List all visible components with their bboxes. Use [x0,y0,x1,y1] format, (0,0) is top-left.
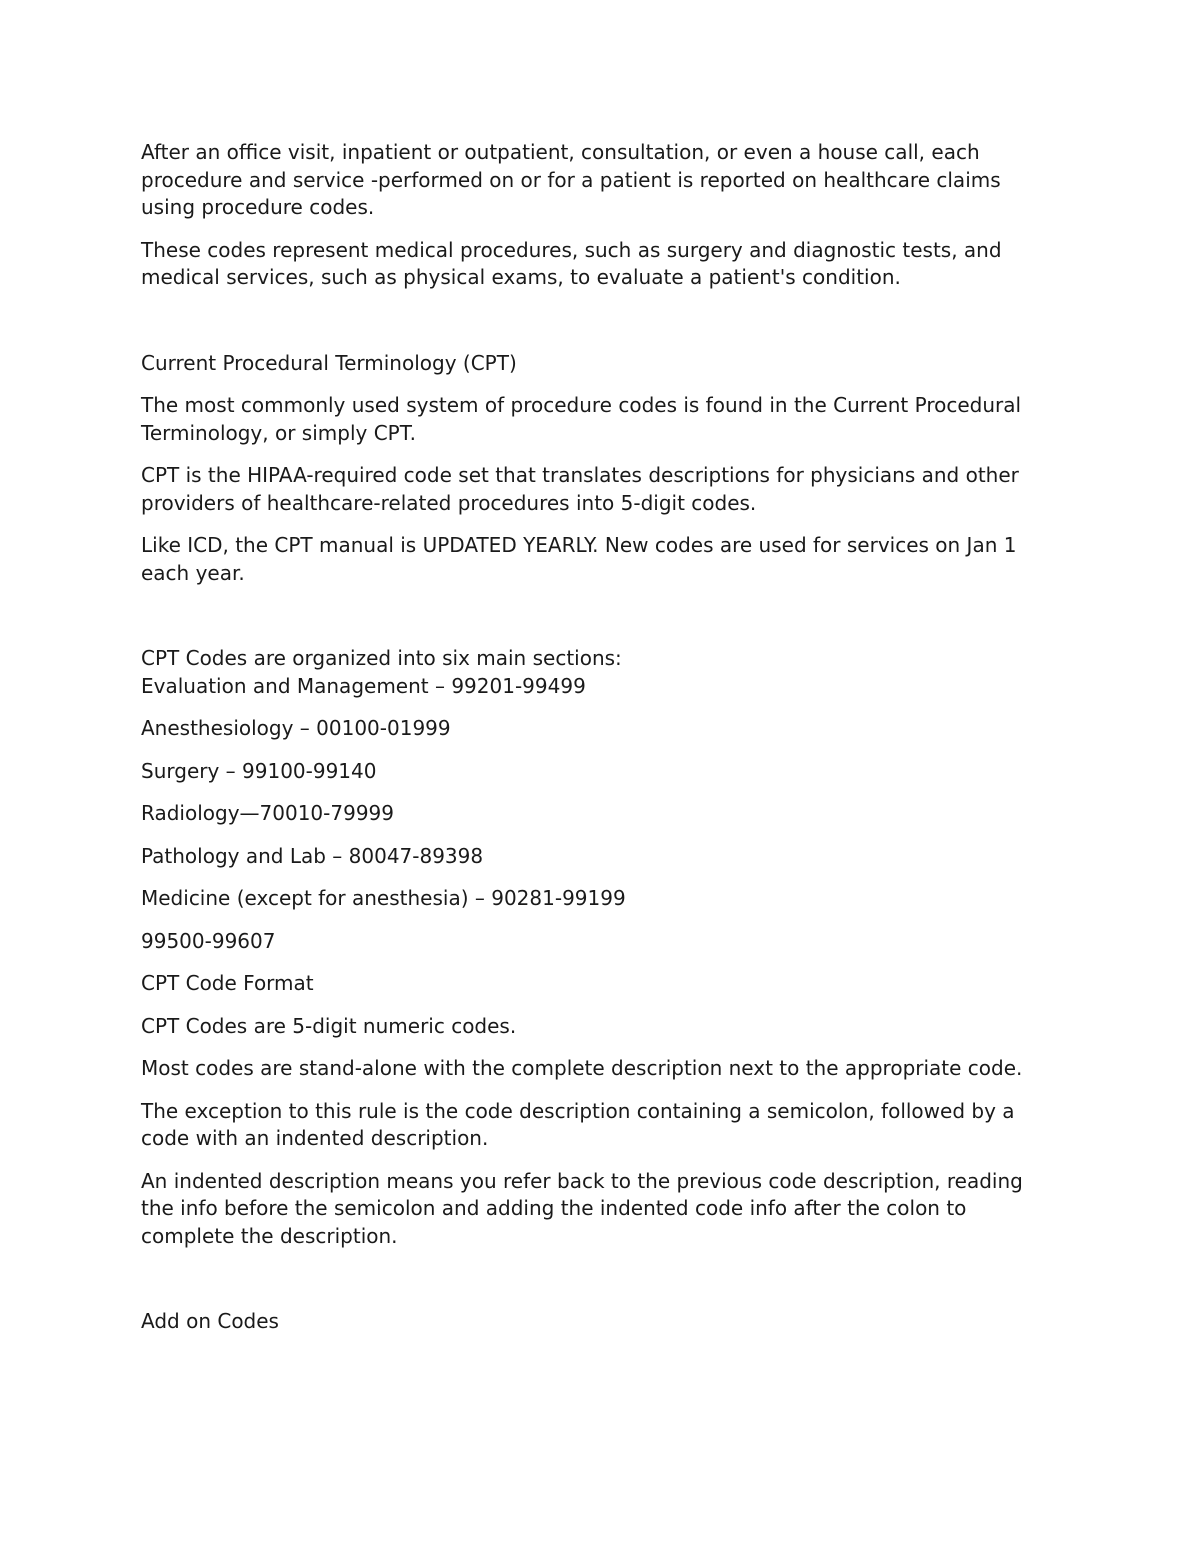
section-item: Medicine (except for anesthesia) – 90281-99199 [141,886,626,910]
intro-paragraph-2: These codes represent medical procedures, such as surgery and diagnostic tests, and medical services, such as physical exams, to evaluate a patient's condition. [141,237,1002,289]
cpt-paragraph-2: CPT is the HIPAA-required code set that translates descriptions for physicians and other providers of healthcare-related procedures into 5-digit codes. [141,463,1019,515]
section-spacer [141,1265,1061,1308]
cpt-heading: Current Procedural Terminology (CPT) [141,350,517,375]
section-spacer [141,307,1061,350]
section-item: 99500-99607 [141,928,276,953]
format-paragraph-2: Most codes are stand-alone with the complete description next to the appropriate code. [141,1056,1023,1080]
section-item: Pathology and Lab – 80047-89398 [141,843,484,868]
section-item: Surgery – 99100-99140 [141,758,377,783]
format-paragraph-4: An indented description means you refer back to the previous code description, reading the info before the semicolon and adding the indented code info after the colon to complete the description. [141,1168,1023,1248]
format-paragraph-1: CPT Codes are 5-digit numeric codes. [141,1013,517,1038]
cpt-paragraph-3: Like ICD, the CPT manual is UPDATED YEARLY. New codes are used for services on Jan 1 each year. [141,533,1017,585]
document-body [141,139,1061,1351]
sections-intro: CPT Codes are organized into six main sections: [141,646,622,670]
section-item: Anesthesiology – 00100-01999 [141,716,451,740]
section-item: Evaluation and Management – 99201-99499 [141,673,586,698]
section-spacer [141,602,1061,645]
format-heading: CPT Code Format [141,971,314,995]
addon-heading: Add on Codes [141,1309,279,1333]
section-item: Radiology—70010-79999 [141,801,394,825]
format-paragraph-3: The exception to this rule is the code description containing a semicolon, followed by a code with an indented description. [141,1098,1015,1150]
intro-paragraph-1: After an office visit, inpatient or outpatient, consultation, or even a house call, each procedure and service -performed on or for a patient is reported on healthcare claims using procedure codes. [141,140,1001,219]
cpt-paragraph-1: The most commonly used system of procedure codes is found in the Current Procedural Terminology, or simply CPT. [141,393,1022,445]
